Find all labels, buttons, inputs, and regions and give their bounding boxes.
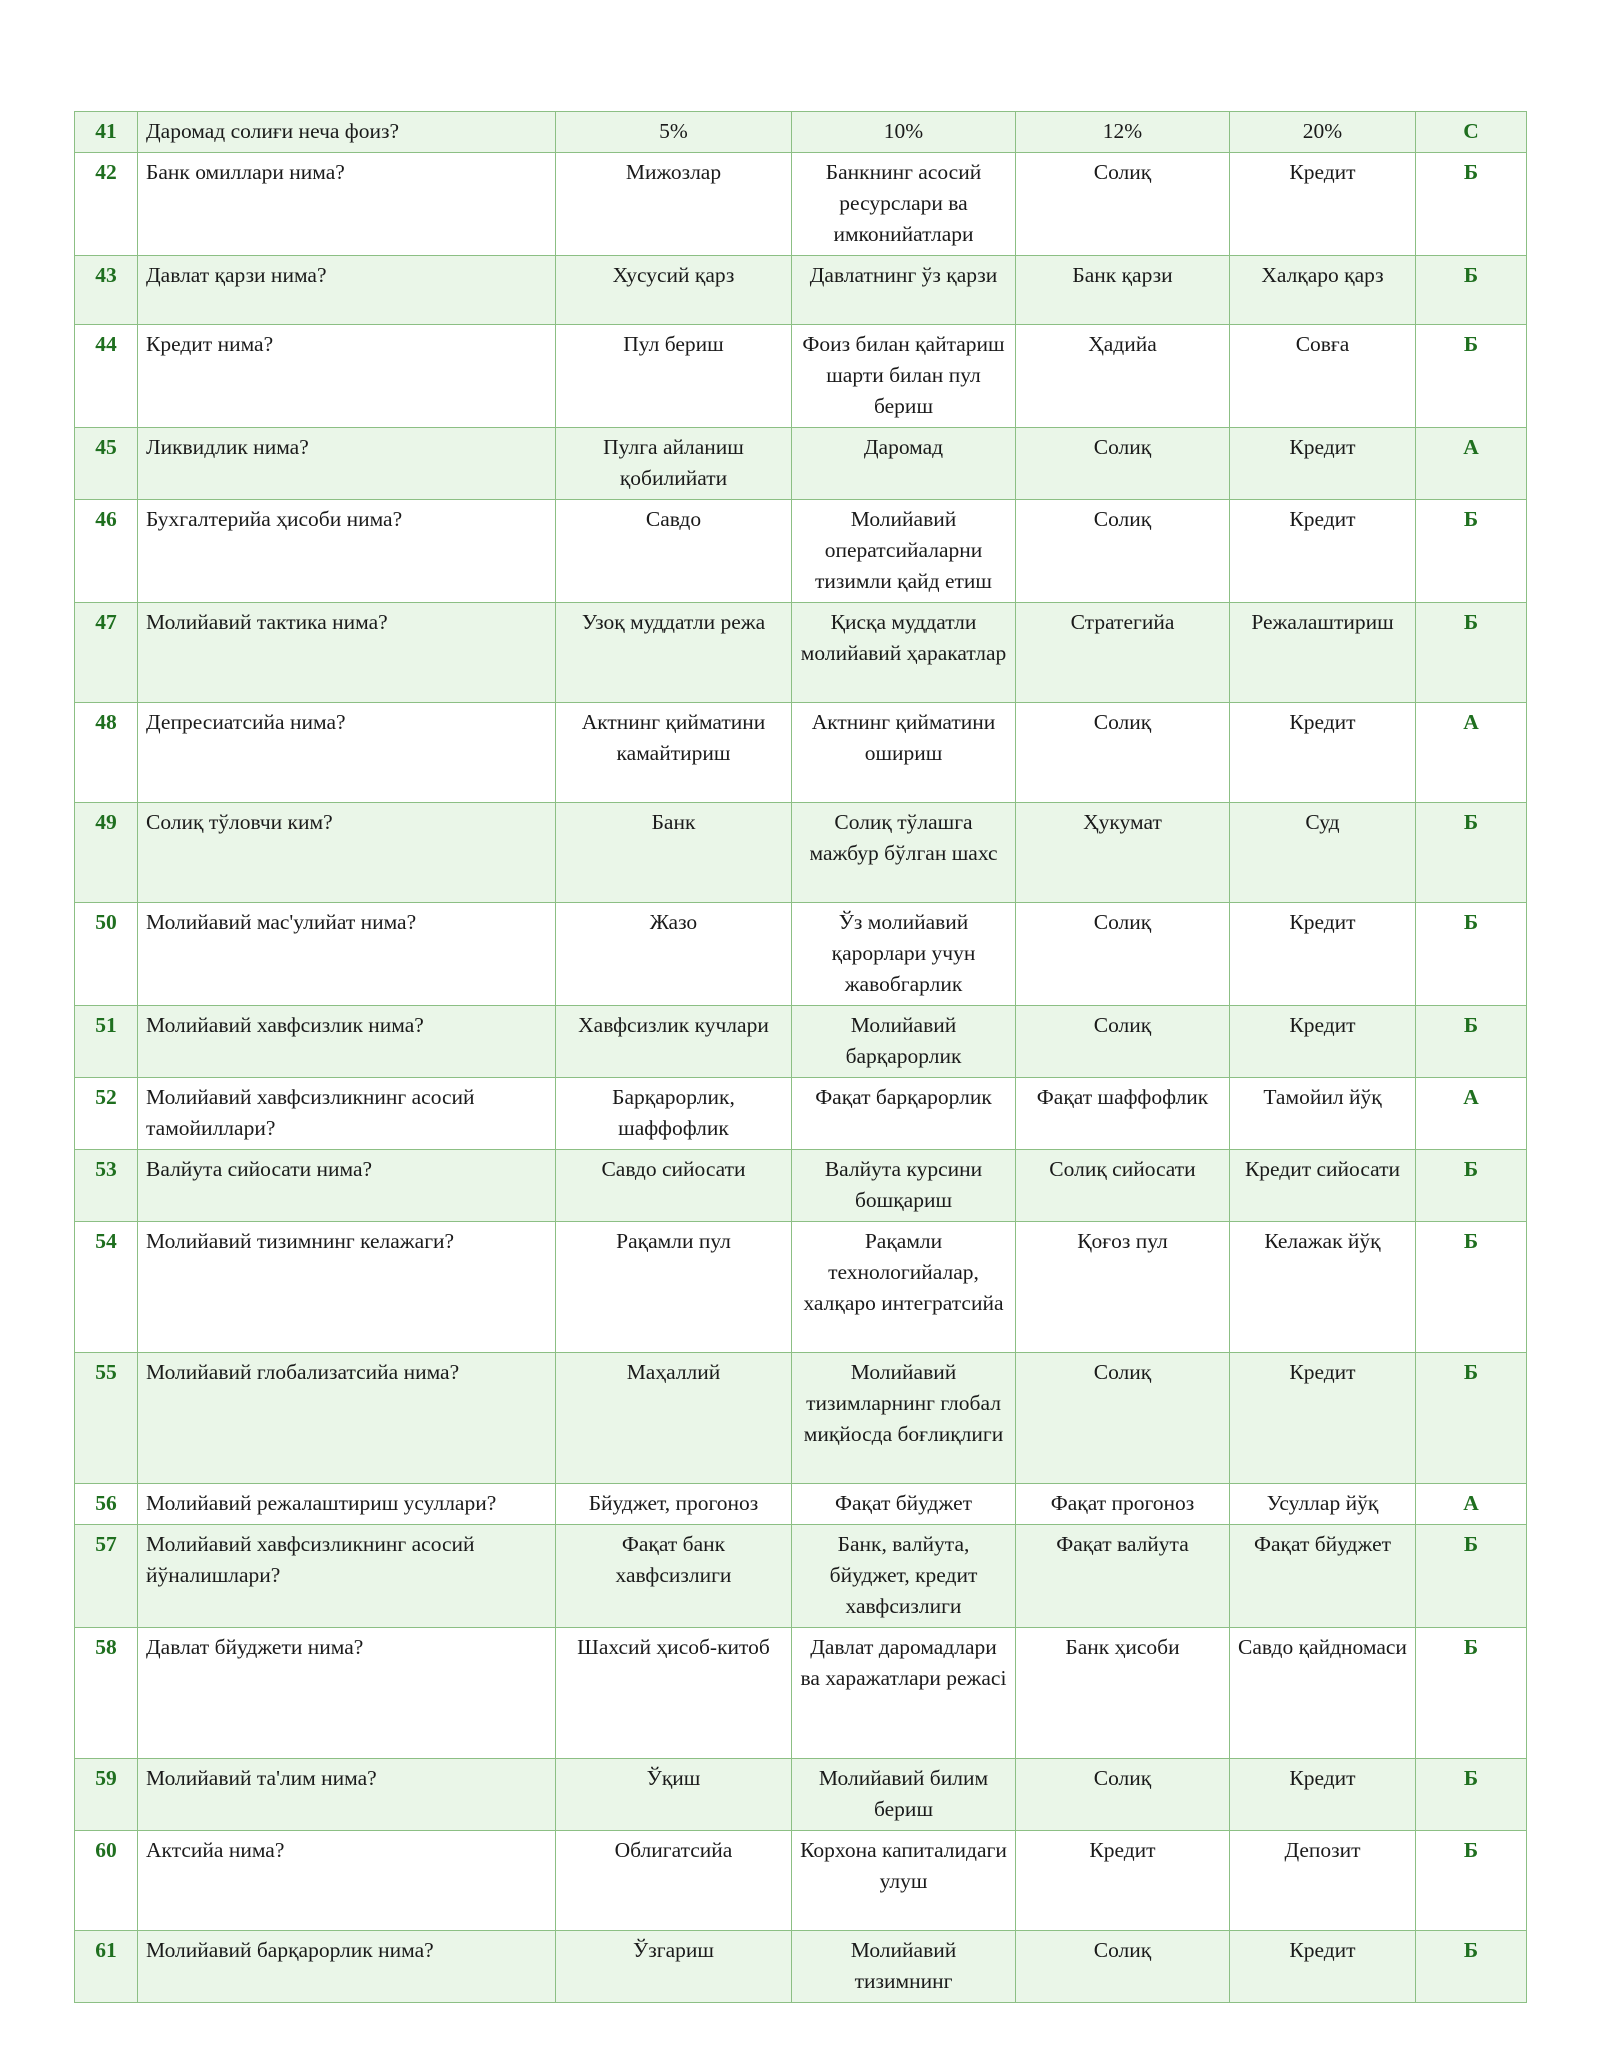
question-number: 55 (75, 1353, 138, 1484)
correct-answer: А (1416, 1484, 1527, 1525)
option-b: Рақамли технологийалар, халқаро интегратсийа (792, 1222, 1016, 1353)
quiz-table-body (75, 112, 1527, 2003)
option-b: Қисқа муддатли молийавий ҳаракатлар (792, 603, 1016, 703)
option-a: Маҳаллий (556, 1353, 792, 1484)
option-c: Банк қарзи (1016, 256, 1230, 325)
option-b: Банкнинг асосий ресурслари ва имконийатлари (792, 153, 1016, 256)
question-text: Молийавий мас'улийат нима? (138, 903, 556, 1006)
question-number: 45 (75, 428, 138, 500)
option-a: Облигатсийа (556, 1831, 792, 1931)
option-c: 12% (1016, 112, 1230, 153)
table-row (75, 500, 1527, 603)
question-number: 47 (75, 603, 138, 703)
question-text: Валйута сийосати нима? (138, 1150, 556, 1222)
table-row (75, 1078, 1527, 1150)
option-a: Актнинг қийматини камайтириш (556, 703, 792, 803)
option-c: Солиқ (1016, 1759, 1230, 1831)
question-number: 44 (75, 325, 138, 428)
correct-answer: Б (1416, 500, 1527, 603)
question-number: 48 (75, 703, 138, 803)
table-row (75, 1353, 1527, 1484)
option-c: Банк ҳисоби (1016, 1628, 1230, 1759)
option-c: Солиқ сийосати (1016, 1150, 1230, 1222)
question-text: Бухгалтерийа ҳисоби нима? (138, 500, 556, 603)
question-number: 57 (75, 1525, 138, 1628)
option-d: Савдо қайдномаси (1230, 1628, 1416, 1759)
option-b: Молийавий тизимларнинг глобал миқйосда боғлиқлиги (792, 1353, 1016, 1484)
question-number: 56 (75, 1484, 138, 1525)
question-text: Банк омиллари нима? (138, 153, 556, 256)
question-number: 60 (75, 1831, 138, 1931)
table-row (75, 112, 1527, 153)
option-a: Хусусий қарз (556, 256, 792, 325)
question-number: 52 (75, 1078, 138, 1150)
option-b: 10% (792, 112, 1016, 153)
correct-answer: Б (1416, 1628, 1527, 1759)
correct-answer: C (1416, 112, 1527, 153)
option-c: Солиқ (1016, 903, 1230, 1006)
option-b: Банк, валйута, бйуджет, кредит хавфсизлиги (792, 1525, 1016, 1628)
option-d: Совға (1230, 325, 1416, 428)
correct-answer: Б (1416, 1006, 1527, 1078)
option-a: Ўзгариш (556, 1931, 792, 2003)
option-b: Фоиз билан қайтариш шарти билан пул бериш (792, 325, 1016, 428)
option-a: Хавфсизлик кучлари (556, 1006, 792, 1078)
table-row (75, 153, 1527, 256)
option-a: Узоқ муддатли режа (556, 603, 792, 703)
correct-answer: Б (1416, 1525, 1527, 1628)
question-text: Молийавий хавфсизлик нима? (138, 1006, 556, 1078)
table-row (75, 1931, 1527, 2003)
option-b: Солиқ тўлашга мажбур бўлган шахс (792, 803, 1016, 903)
option-d: Кредит (1230, 500, 1416, 603)
question-number: 58 (75, 1628, 138, 1759)
option-d: Кредит (1230, 1353, 1416, 1484)
table-row (75, 256, 1527, 325)
question-number: 59 (75, 1759, 138, 1831)
question-number: 50 (75, 903, 138, 1006)
option-a: Пулга айланиш қобилийати (556, 428, 792, 500)
question-text: Молийавий глобализатсийа нима? (138, 1353, 556, 1484)
table-row (75, 903, 1527, 1006)
table-row (75, 428, 1527, 500)
option-c: Солиқ (1016, 1006, 1230, 1078)
option-d: Кредит сийосати (1230, 1150, 1416, 1222)
option-c: Фақат валйута (1016, 1525, 1230, 1628)
option-b: Давлат даромадлари ва харажатлари режасі (792, 1628, 1016, 1759)
question-number: 51 (75, 1006, 138, 1078)
option-b: Давлатнинг ўз қарзи (792, 256, 1016, 325)
option-a: Мижозлар (556, 153, 792, 256)
option-d: Режалаштириш (1230, 603, 1416, 703)
option-d: Келажак йўқ (1230, 1222, 1416, 1353)
question-number: 41 (75, 112, 138, 153)
question-text: Актсийа нима? (138, 1831, 556, 1931)
option-c: Солиқ (1016, 703, 1230, 803)
option-d: Кредит (1230, 1759, 1416, 1831)
option-b: Фақат барқарорлик (792, 1078, 1016, 1150)
option-a: Рақамли пул (556, 1222, 792, 1353)
option-d: Кредит (1230, 428, 1416, 500)
option-d: Усуллар йўқ (1230, 1484, 1416, 1525)
option-b: Молийавий барқарорлик (792, 1006, 1016, 1078)
table-row (75, 325, 1527, 428)
option-c: Ҳадийа (1016, 325, 1230, 428)
question-text: Молийавий тизимнинг келажаги? (138, 1222, 556, 1353)
correct-answer: Б (1416, 803, 1527, 903)
question-number: 46 (75, 500, 138, 603)
question-text: Депресиатсийа нима? (138, 703, 556, 803)
question-text: Кредит нима? (138, 325, 556, 428)
question-number: 42 (75, 153, 138, 256)
question-number: 49 (75, 803, 138, 903)
question-text: Ликвидлик нима? (138, 428, 556, 500)
option-b: Даромад (792, 428, 1016, 500)
option-b: Молийавий билим бериш (792, 1759, 1016, 1831)
option-c: Солиқ (1016, 153, 1230, 256)
table-row (75, 603, 1527, 703)
option-d: Фақат бйуджет (1230, 1525, 1416, 1628)
table-row (75, 1628, 1527, 1759)
correct-answer: Б (1416, 903, 1527, 1006)
option-b: Фақат бйуджет (792, 1484, 1016, 1525)
table-row (75, 703, 1527, 803)
document-page (74, 111, 1526, 2003)
option-d: Кредит (1230, 1931, 1416, 2003)
option-c: Кредит (1016, 1831, 1230, 1931)
option-d: 20% (1230, 112, 1416, 153)
correct-answer: Б (1416, 1831, 1527, 1931)
question-text: Молийавий хавфсизликнинг асосий йўналишлари? (138, 1525, 556, 1628)
option-d: Депозит (1230, 1831, 1416, 1931)
option-c: Ҳукумат (1016, 803, 1230, 903)
question-number: 61 (75, 1931, 138, 2003)
option-c: Солиқ (1016, 428, 1230, 500)
option-c: Фақат шаффофлик (1016, 1078, 1230, 1150)
correct-answer: А (1416, 428, 1527, 500)
option-a: Банк (556, 803, 792, 903)
option-c: Қоғоз пул (1016, 1222, 1230, 1353)
option-d: Суд (1230, 803, 1416, 903)
correct-answer: Б (1416, 256, 1527, 325)
correct-answer: Б (1416, 1931, 1527, 2003)
question-number: 43 (75, 256, 138, 325)
option-d: Халқаро қарз (1230, 256, 1416, 325)
option-c: Солиқ (1016, 500, 1230, 603)
question-text: Молийавий та'лим нима? (138, 1759, 556, 1831)
option-b: Валйута курсини бошқариш (792, 1150, 1016, 1222)
option-d: Кредит (1230, 153, 1416, 256)
table-row (75, 1006, 1527, 1078)
option-a: Барқарорлик, шаффофлик (556, 1078, 792, 1150)
option-b: Актнинг қийматини ошириш (792, 703, 1016, 803)
table-row (75, 803, 1527, 903)
question-text: Молийавий режалаштириш усуллари? (138, 1484, 556, 1525)
table-row (75, 1222, 1527, 1353)
option-a: Савдо (556, 500, 792, 603)
table-row (75, 1759, 1527, 1831)
correct-answer: Б (1416, 1759, 1527, 1831)
question-text: Солиқ тўловчи ким? (138, 803, 556, 903)
correct-answer: Б (1416, 1150, 1527, 1222)
correct-answer: А (1416, 1078, 1527, 1150)
option-a: Пул бериш (556, 325, 792, 428)
question-number: 53 (75, 1150, 138, 1222)
correct-answer: Б (1416, 1353, 1527, 1484)
question-text: Давлат бйуджети нима? (138, 1628, 556, 1759)
question-text: Давлат қарзи нима? (138, 256, 556, 325)
option-b: Молийавий тизимнинг (792, 1931, 1016, 2003)
table-row (75, 1831, 1527, 1931)
option-b: Ўз молийавий қарорлари учун жавобгарлик (792, 903, 1016, 1006)
question-text: Молийавий тактика нима? (138, 603, 556, 703)
option-a: Фақат банк хавфсизлиги (556, 1525, 792, 1628)
question-text: Молийавий хавфсизликнинг асосий тамойиллари? (138, 1078, 556, 1150)
option-d: Кредит (1230, 903, 1416, 1006)
option-d: Кредит (1230, 1006, 1416, 1078)
option-a: Шахсий ҳисоб-китоб (556, 1628, 792, 1759)
correct-answer: Б (1416, 1222, 1527, 1353)
table-row (75, 1484, 1527, 1525)
correct-answer: Б (1416, 603, 1527, 703)
option-d: Кредит (1230, 703, 1416, 803)
option-b: Молийавий оператсийаларни тизимли қайд етиш (792, 500, 1016, 603)
question-text: Даромад солиғи неча фоиз? (138, 112, 556, 153)
option-c: Фақат прогоноз (1016, 1484, 1230, 1525)
table-row (75, 1525, 1527, 1628)
option-a: Ўқиш (556, 1759, 792, 1831)
correct-answer: Б (1416, 325, 1527, 428)
option-a: Савдо сийосати (556, 1150, 792, 1222)
option-b: Корхона капиталидаги улуш (792, 1831, 1016, 1931)
correct-answer: Б (1416, 153, 1527, 256)
table-row (75, 1150, 1527, 1222)
option-d: Тамойил йўқ (1230, 1078, 1416, 1150)
option-a: Жазо (556, 903, 792, 1006)
option-a: Бйуджет, прогоноз (556, 1484, 792, 1525)
option-c: Солиқ (1016, 1931, 1230, 2003)
quiz-table (74, 111, 1527, 2003)
correct-answer: А (1416, 703, 1527, 803)
option-c: Солиқ (1016, 1353, 1230, 1484)
option-a: 5% (556, 112, 792, 153)
question-number: 54 (75, 1222, 138, 1353)
option-c: Стратегийа (1016, 603, 1230, 703)
question-text: Молийавий барқарорлик нима? (138, 1931, 556, 2003)
